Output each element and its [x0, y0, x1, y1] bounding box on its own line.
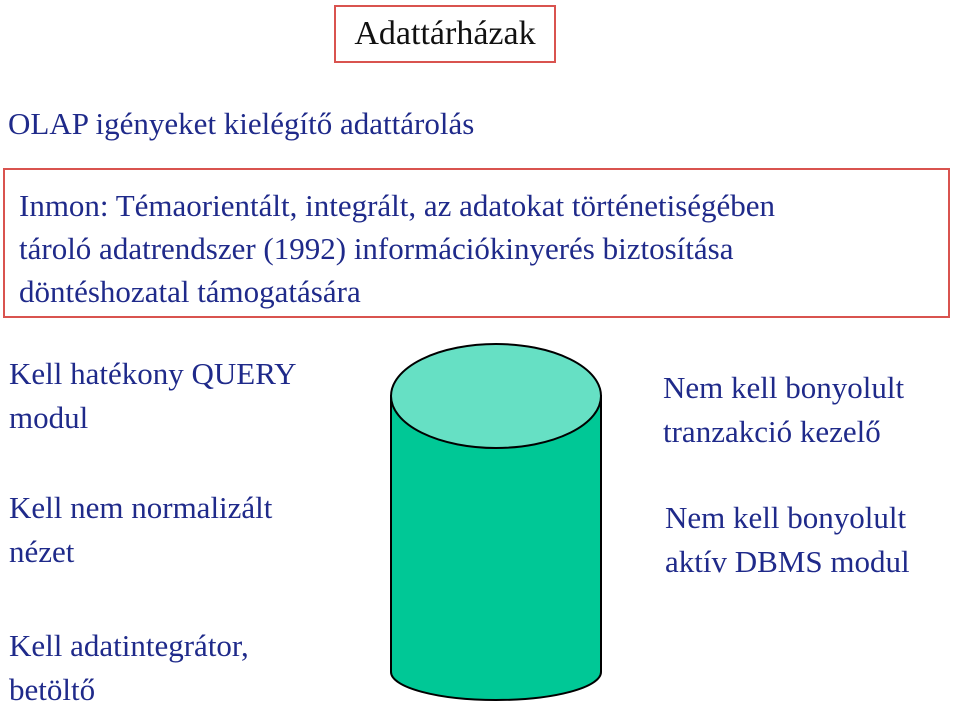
requirement-denormalized-view [9, 486, 272, 574]
requirement-line: Kell adatintegrátor, [9, 628, 249, 663]
page-title [334, 5, 556, 63]
subtitle: OLAP igényeket kielégítő adattárolás [8, 106, 475, 141]
requirement-query-module [9, 352, 297, 440]
not-required-line: Nem kell bonyolult [663, 370, 905, 405]
definition-box [3, 168, 950, 318]
not-required-transaction-manager [663, 366, 904, 454]
cylinder-top [391, 344, 601, 448]
not-required-active-dbms [665, 496, 910, 584]
definition-line: tároló adatrendszer (1992) információkinyerés biztosítása [19, 231, 734, 266]
requirement-line: nézet [9, 534, 75, 569]
requirement-line: betöltő [9, 672, 96, 707]
database-cylinder-icon [388, 342, 604, 702]
requirement-line: modul [9, 400, 89, 435]
not-required-line: tranzakció kezelő [663, 414, 881, 449]
requirement-data-integrator [9, 624, 249, 712]
not-required-line: aktív DBMS modul [665, 544, 910, 579]
definition-line: Inmon: Témaorientált, integrált, az adatokat történetiségében [19, 188, 776, 223]
not-required-line: Nem kell bonyolult [665, 500, 907, 535]
requirement-line: Kell hatékony QUERY [9, 356, 297, 391]
definition-line: döntéshozatal támogatására [19, 274, 361, 309]
page-title-text: Adattárházak [354, 15, 536, 52]
requirement-line: Kell nem normalizált [9, 490, 273, 525]
